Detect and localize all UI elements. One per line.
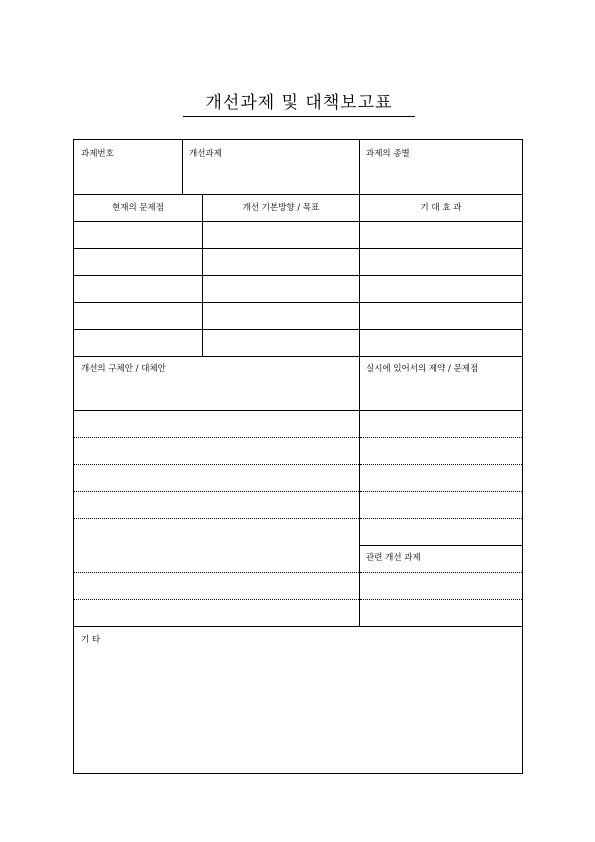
related-tasks-field[interactable] bbox=[360, 572, 521, 625]
expected-effect-field[interactable] bbox=[360, 222, 521, 355]
divider bbox=[359, 545, 522, 546]
constraints-label: 실시에 있어서의 제약 / 문제점 bbox=[366, 364, 479, 374]
other-field[interactable] bbox=[75, 650, 521, 772]
direction-goal-header: 개선 기본방향 / 목표 bbox=[242, 203, 320, 213]
report-form bbox=[73, 139, 523, 774]
concrete-plan-label: 개선의 구체안 / 대체안 bbox=[81, 364, 166, 374]
related-tasks-label: 관련 개선 과제 bbox=[366, 553, 421, 563]
page-title: 개선과제 및 대책보고표 bbox=[183, 92, 415, 117]
other-label: 기 타 bbox=[81, 635, 101, 645]
improvement-task-label: 개선과제 bbox=[189, 149, 222, 159]
direction-goal-field[interactable] bbox=[203, 222, 358, 355]
improvement-task-field[interactable] bbox=[183, 162, 358, 193]
task-number-field[interactable] bbox=[75, 162, 181, 193]
divider bbox=[74, 626, 522, 627]
current-problems-header: 현재의 문제점 bbox=[112, 203, 164, 213]
task-category-field[interactable] bbox=[360, 162, 521, 193]
divider bbox=[74, 356, 522, 357]
task-number-label: 과제번호 bbox=[81, 149, 114, 159]
expected-effect-header: 기 대 효 과 bbox=[420, 203, 462, 213]
constraints-field[interactable] bbox=[360, 411, 521, 544]
concrete-plan-field[interactable] bbox=[75, 411, 358, 625]
task-category-label: 과제의 종별 bbox=[366, 149, 410, 159]
current-problems-field[interactable] bbox=[75, 222, 201, 355]
divider bbox=[74, 194, 522, 195]
